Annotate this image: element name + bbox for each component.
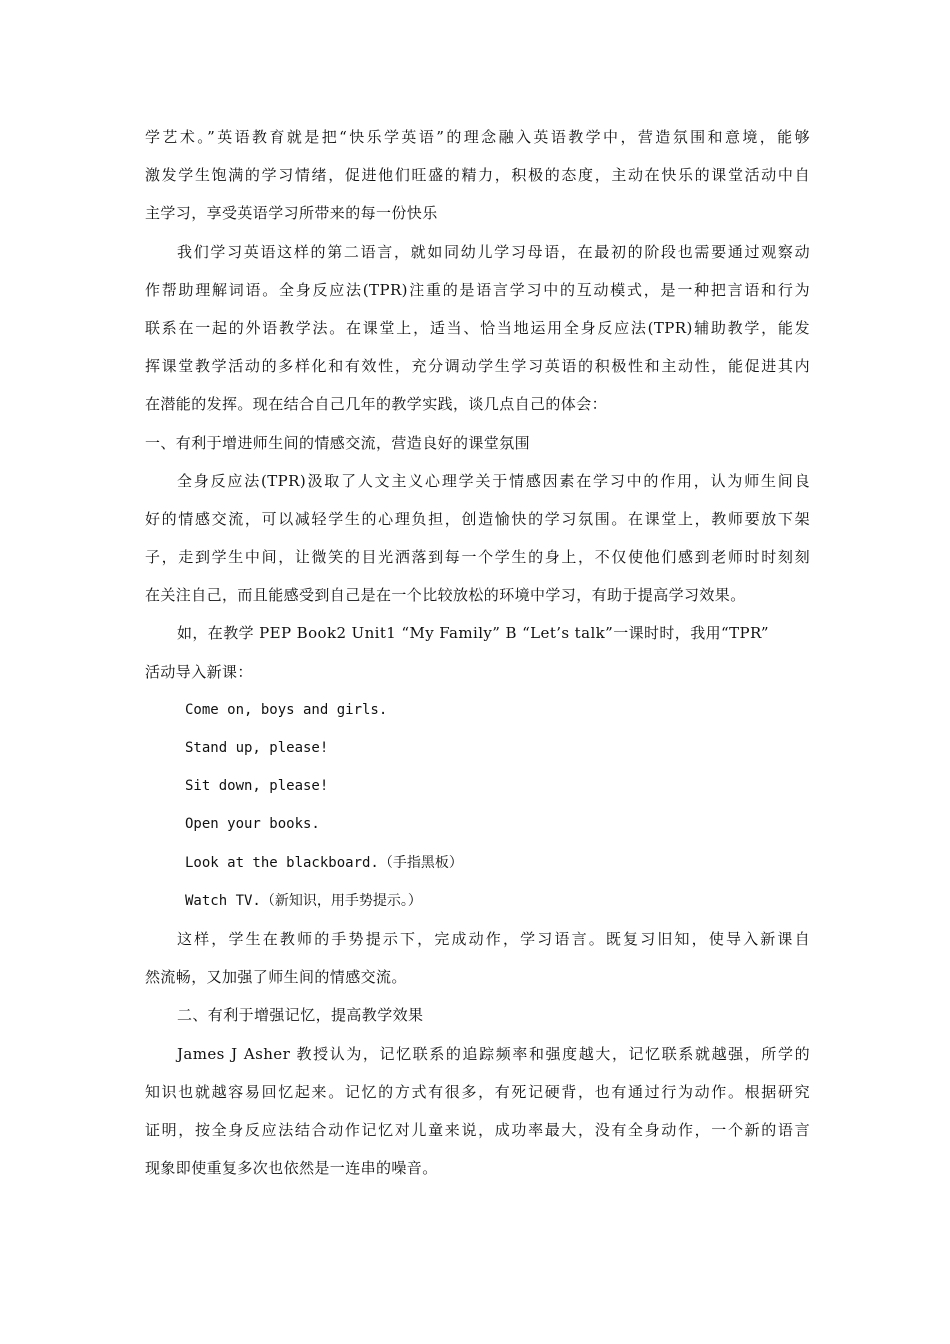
classroom-command: Watch TV.（新知识，用手势提示。）: [185, 892, 422, 909]
classroom-command: Open your books.: [185, 816, 320, 833]
paragraph-line: James J Asher 教授认为，记忆联系的追踪频率和强度越大，记忆联系就越强，所学的: [177, 1044, 810, 1063]
classroom-command: Stand up, please!: [185, 740, 329, 756]
paragraph-line: 现象即使重复多次也依然是一连串的噪音。: [145, 1159, 438, 1178]
section-heading: 二、有利于增强记忆，提高教学效果: [177, 1006, 424, 1025]
paragraph-line: 在关注自己，而且能感受到自己是在一个比较放松的环境中学习，有助于提高学习效果。: [145, 586, 746, 605]
paragraph-line: 我们学习英语这样的第二语言，就如同幼儿学习母语，在最初的阶段也需要通过观察动: [177, 242, 810, 261]
paragraph-line: 如，在教学 PEP Book2 Unit1 “My Family” B “Let’s talk”一课时时，我用“TPR”: [177, 624, 769, 643]
paragraph-line: 主学习，享受英语学习所带来的每一份快乐: [145, 204, 438, 223]
paragraph-line: 证明，按全身反应法结合动作记忆对儿童来说，成功率最大，没有全身动作，一个新的语言: [145, 1120, 810, 1139]
section-heading: 一、有利于增进师生间的情感交流，营造良好的课堂氛围: [145, 433, 531, 452]
classroom-command: Come on, boys and girls.: [185, 701, 388, 718]
classroom-command: Sit down, please!: [185, 778, 329, 795]
paragraph-line: 学艺术。”英语教育就是把“快乐学英语”的理念融入英语教学中，营造氛围和意境，能够: [145, 128, 810, 146]
paragraph-line: 好的情感交流，可以减轻学生的心理负担，创造愉快的学习氛围。在课堂上，教师要放下架: [145, 509, 810, 528]
classroom-command: Look at the blackboard.（手指黑板）: [185, 854, 463, 871]
document-page: [145, 118, 810, 1187]
paragraph-line: 这样，学生在教师的手势提示下，完成动作，学习语言。既复习旧知，使导入新课自: [177, 929, 810, 948]
paragraph-line: 活动导入新课：: [145, 662, 253, 681]
paragraph-line: 在潜能的发挥。现在结合自己几年的教学实践，谈几点自己的体会：: [145, 395, 608, 414]
paragraph-line: 全身反应法(TPR)汲取了人文主义心理学关于情感因素在学习中的作用，认为师生间良: [177, 471, 810, 490]
paragraph-line: 子，走到学生中间，让微笑的目光洒落到每一个学生的身上，不仅使他们感到老师时时刻刻: [145, 548, 810, 567]
paragraph-line: 激发学生饱满的学习情绪，促进他们旺盛的精力，积极的态度，主动在快乐的课堂活动中自: [145, 166, 810, 185]
paragraph-line: 作帮助理解词语。全身反应法(TPR)注重的是语言学习中的互动模式，是一种把言语和行为: [145, 280, 810, 299]
paragraph-line: 联系在一起的外语教学法。在课堂上，适当、恰当地运用全身反应法(TPR)辅助教学，能发: [145, 318, 810, 337]
paragraph-line: 知识也就越容易回忆起来。记忆的方式有很多，有死记硬背，也有通过行为动作。根据研究: [145, 1082, 810, 1101]
paragraph-line: 然流畅，又加强了师生间的情感交流。: [145, 968, 407, 987]
paragraph-line: 挥课堂教学活动的多样化和有效性，充分调动学生学习英语的积极性和主动性，能促进其内: [145, 357, 810, 376]
